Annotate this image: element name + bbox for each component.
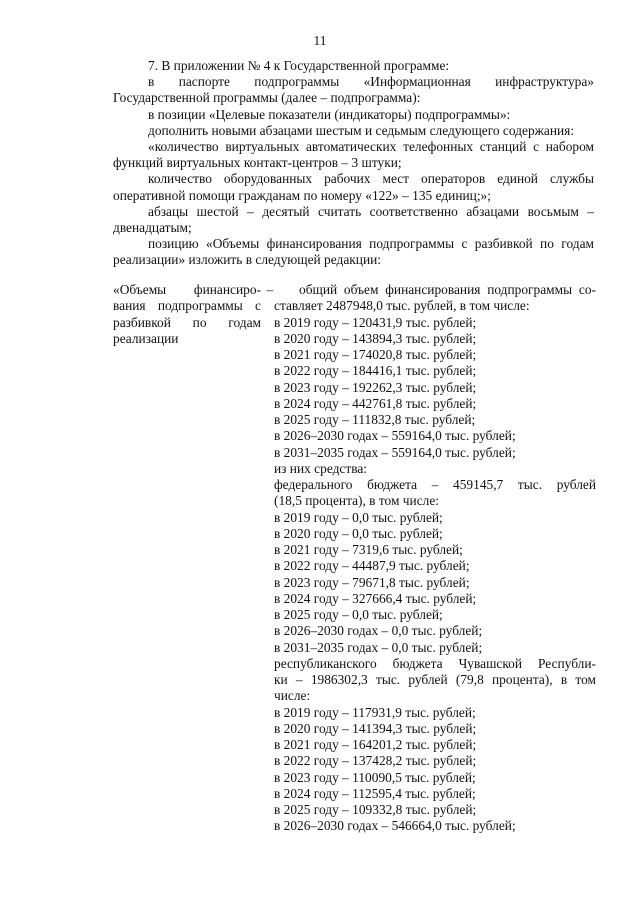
funding-line: федерального бюджета – 459145,7 тыс. рублей xyxy=(274,477,596,492)
funding-line: ставляет 2487948,0 тыс. рублей, в том числе: xyxy=(274,298,530,314)
funding-line: в 2026–2030 годах – 559164,0 тыс. рублей; xyxy=(274,428,516,444)
funding-line: в 2024 году – 442761,8 тыс. рублей; xyxy=(274,395,477,411)
funding-line: республиканского бюджета Чувашской Республи- xyxy=(274,655,596,671)
paragraph: позицию «Объемы финансирования подпрограммы с разбивкой по годам реализации» изложить в следующей редакции: xyxy=(113,236,594,268)
funding-line: в 2021 году – 164201,2 тыс. рублей; xyxy=(274,737,477,752)
funding-line: в 2022 году – 44487,9 тыс. рублей; xyxy=(274,558,470,574)
paragraph: 7. В приложении № 4 к Государственной программе: xyxy=(148,58,450,73)
funding-line: в 2031–2035 годах – 0,0 тыс. рублей; xyxy=(274,639,483,655)
funding-line: в 2019 году – 0,0 тыс. рублей; xyxy=(274,509,443,525)
funding-line: общий объем финансирования подпрограммы со- xyxy=(299,282,596,297)
funding-line: в 2021 году – 174020,8 тыс. рублей; xyxy=(274,347,477,362)
funding-line: в 2025 году – 111832,8 тыс. рублей; xyxy=(274,412,476,427)
funding-line: числе: xyxy=(274,688,311,704)
paragraph: количество оборудованных рабочих мест операторов единой службы оперативной помощи гражданам по номеру «122» – 135 единиц;»; xyxy=(113,171,594,203)
passport-label-line: вания подпрограммы с xyxy=(113,298,261,314)
passport-label-line: реализации xyxy=(113,330,179,346)
funding-line: в 2020 году – 141394,3 тыс. рублей; xyxy=(274,720,477,736)
funding-line: в 2025 году – 109332,8 тыс. рублей; xyxy=(274,802,477,817)
passport-left-column xyxy=(113,282,261,347)
funding-line: в 2025 году – 0,0 тыс. рублей; xyxy=(274,607,443,622)
passport-label-line: «Объемы финансиро- xyxy=(113,282,261,297)
page-number: 11 xyxy=(313,33,327,48)
paragraph: в паспорте подпрограммы «Информационная инфраструктура» Государственной программы (далее – подпрограмма): xyxy=(113,74,594,106)
passport-label-line: разбивкой по годам xyxy=(113,314,261,330)
passport-right-column xyxy=(274,282,596,835)
funding-line: в 2020 году – 143894,3 тыс. рублей; xyxy=(274,330,477,346)
paragraph: в позиции «Целевые показатели (индикаторы) подпрограммы»: xyxy=(148,106,511,122)
funding-line: в 2022 году – 137428,2 тыс. рублей; xyxy=(274,753,477,769)
funding-line: в 2019 году – 117931,9 тыс. рублей; xyxy=(274,704,476,720)
funding-line: в 2031–2035 годах – 559164,0 тыс. рублей; xyxy=(274,444,516,460)
funding-line: в 2023 году – 110090,5 тыс. рублей; xyxy=(274,769,476,785)
funding-line: в 2023 году – 192262,3 тыс. рублей; xyxy=(274,379,477,395)
funding-line: в 2024 году – 327666,4 тыс. рублей; xyxy=(274,590,477,606)
financing-passport-table xyxy=(113,282,596,842)
funding-line: в 2023 году – 79671,8 тыс. рублей; xyxy=(274,574,470,590)
passport-dash: – xyxy=(266,282,274,297)
funding-line: в 2020 году – 0,0 тыс. рублей; xyxy=(274,525,443,541)
funding-line: в 2026–2030 годах – 0,0 тыс. рублей; xyxy=(274,623,483,639)
funding-line: в 2024 году – 112595,4 тыс. рублей; xyxy=(274,785,476,801)
body-text xyxy=(113,58,594,269)
funding-line: в 2021 году – 7319,6 тыс. рублей; xyxy=(274,542,463,557)
funding-line: в 2026–2030 годах – 546664,0 тыс. рублей; xyxy=(274,818,516,834)
paragraph: абзацы шестой – десятый считать соответственно абзацами восьмым – двенадцатым; xyxy=(113,203,594,236)
funding-line: в 2019 году – 120431,9 тыс. рублей; xyxy=(274,314,477,330)
funding-line: ки – 1986302,3 тыс. рублей (79,8 процента), в том xyxy=(274,672,596,687)
funding-line: (18,5 процента), в том числе: xyxy=(274,493,439,509)
funding-line: из них средства: xyxy=(274,460,368,476)
paragraph: «количество виртуальных автоматических телефонных станций с набором функций виртуальных контакт-центров – 3 штуки; xyxy=(113,139,594,171)
funding-line: в 2022 году – 184416,1 тыс. рублей; xyxy=(274,363,477,379)
paragraph: дополнить новыми абзацами шестым и седьмым следующего содержания: xyxy=(148,122,575,138)
